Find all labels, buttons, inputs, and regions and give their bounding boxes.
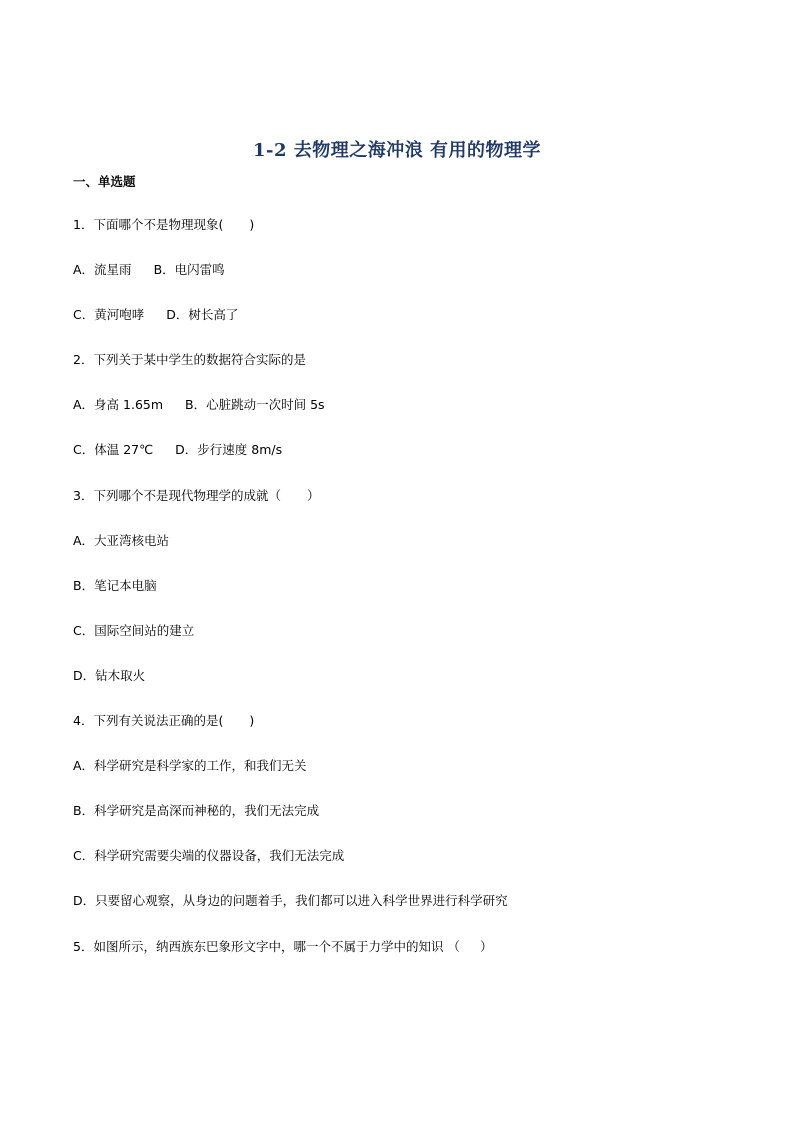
question-stem-end: ） xyxy=(306,488,320,503)
option-b: B．心脏跳动一次时间 5s xyxy=(185,397,325,412)
question-1-options-row-2 xyxy=(73,305,238,323)
question-3-stem xyxy=(73,486,319,504)
question-3-option-b: B．笔记本电脑 xyxy=(73,578,157,593)
option-c: C．体温 27℃ xyxy=(73,442,154,457)
question-2-options-row-1 xyxy=(73,395,325,413)
option-a: A．身高 1.65m xyxy=(73,397,164,412)
question-1-stem xyxy=(73,215,254,233)
question-4-option-c: C．科学研究需要尖端的仪器设备，我们无法完成 xyxy=(73,848,345,863)
page-title: 1-2 去物理之海冲浪 有用的物理学 xyxy=(252,140,542,161)
question-stem-end: ) xyxy=(249,713,255,728)
question-2-stem xyxy=(73,350,306,368)
question-stem-text: 2．下列关于某中学生的数据符合实际的是 xyxy=(73,352,306,367)
question-stem-end: ) xyxy=(249,217,255,232)
option-c: C．黄河咆哮 xyxy=(73,307,145,322)
question-5-stem xyxy=(73,937,492,955)
question-stem-text: 3．下列哪个不是现代物理学的成就（ xyxy=(73,488,281,503)
question-3-option-c: C．国际空间站的建立 xyxy=(73,623,195,638)
question-4-option-a: A．科学研究是科学家的工作，和我们无关 xyxy=(73,758,307,773)
option-d: D．树长高了 xyxy=(166,307,239,322)
question-2-options-row-2 xyxy=(73,440,282,458)
question-4-option-b: B．科学研究是高深而神秘的，我们无法完成 xyxy=(73,803,320,818)
option-d: D．步行速度 8m/s xyxy=(175,442,283,457)
question-stem-end: ） xyxy=(479,939,493,954)
option-b: B．电闪雷鸣 xyxy=(153,262,225,277)
question-3-option-a: A．大亚湾核电站 xyxy=(73,533,170,548)
question-1-options-row-1 xyxy=(73,260,225,278)
question-stem-text: 4．下列有关说法正确的是( xyxy=(73,713,224,728)
question-4-option-d: D．只要留心观察，从身边的问题着手，我们都可以进入科学世界进行科学研究 xyxy=(73,893,508,908)
question-stem-text: 5．如图所示，纳西族东巴象形文字中，哪一个不属于力学中的知识 （ xyxy=(73,939,460,954)
question-stem-text: 1．下面哪个不是物理现象( xyxy=(73,217,224,232)
section-heading: 一、单选题 xyxy=(73,174,136,189)
question-4-stem xyxy=(73,711,254,729)
question-3-option-d: D．钻木取火 xyxy=(73,668,146,683)
option-a: A．流星雨 xyxy=(73,262,132,277)
